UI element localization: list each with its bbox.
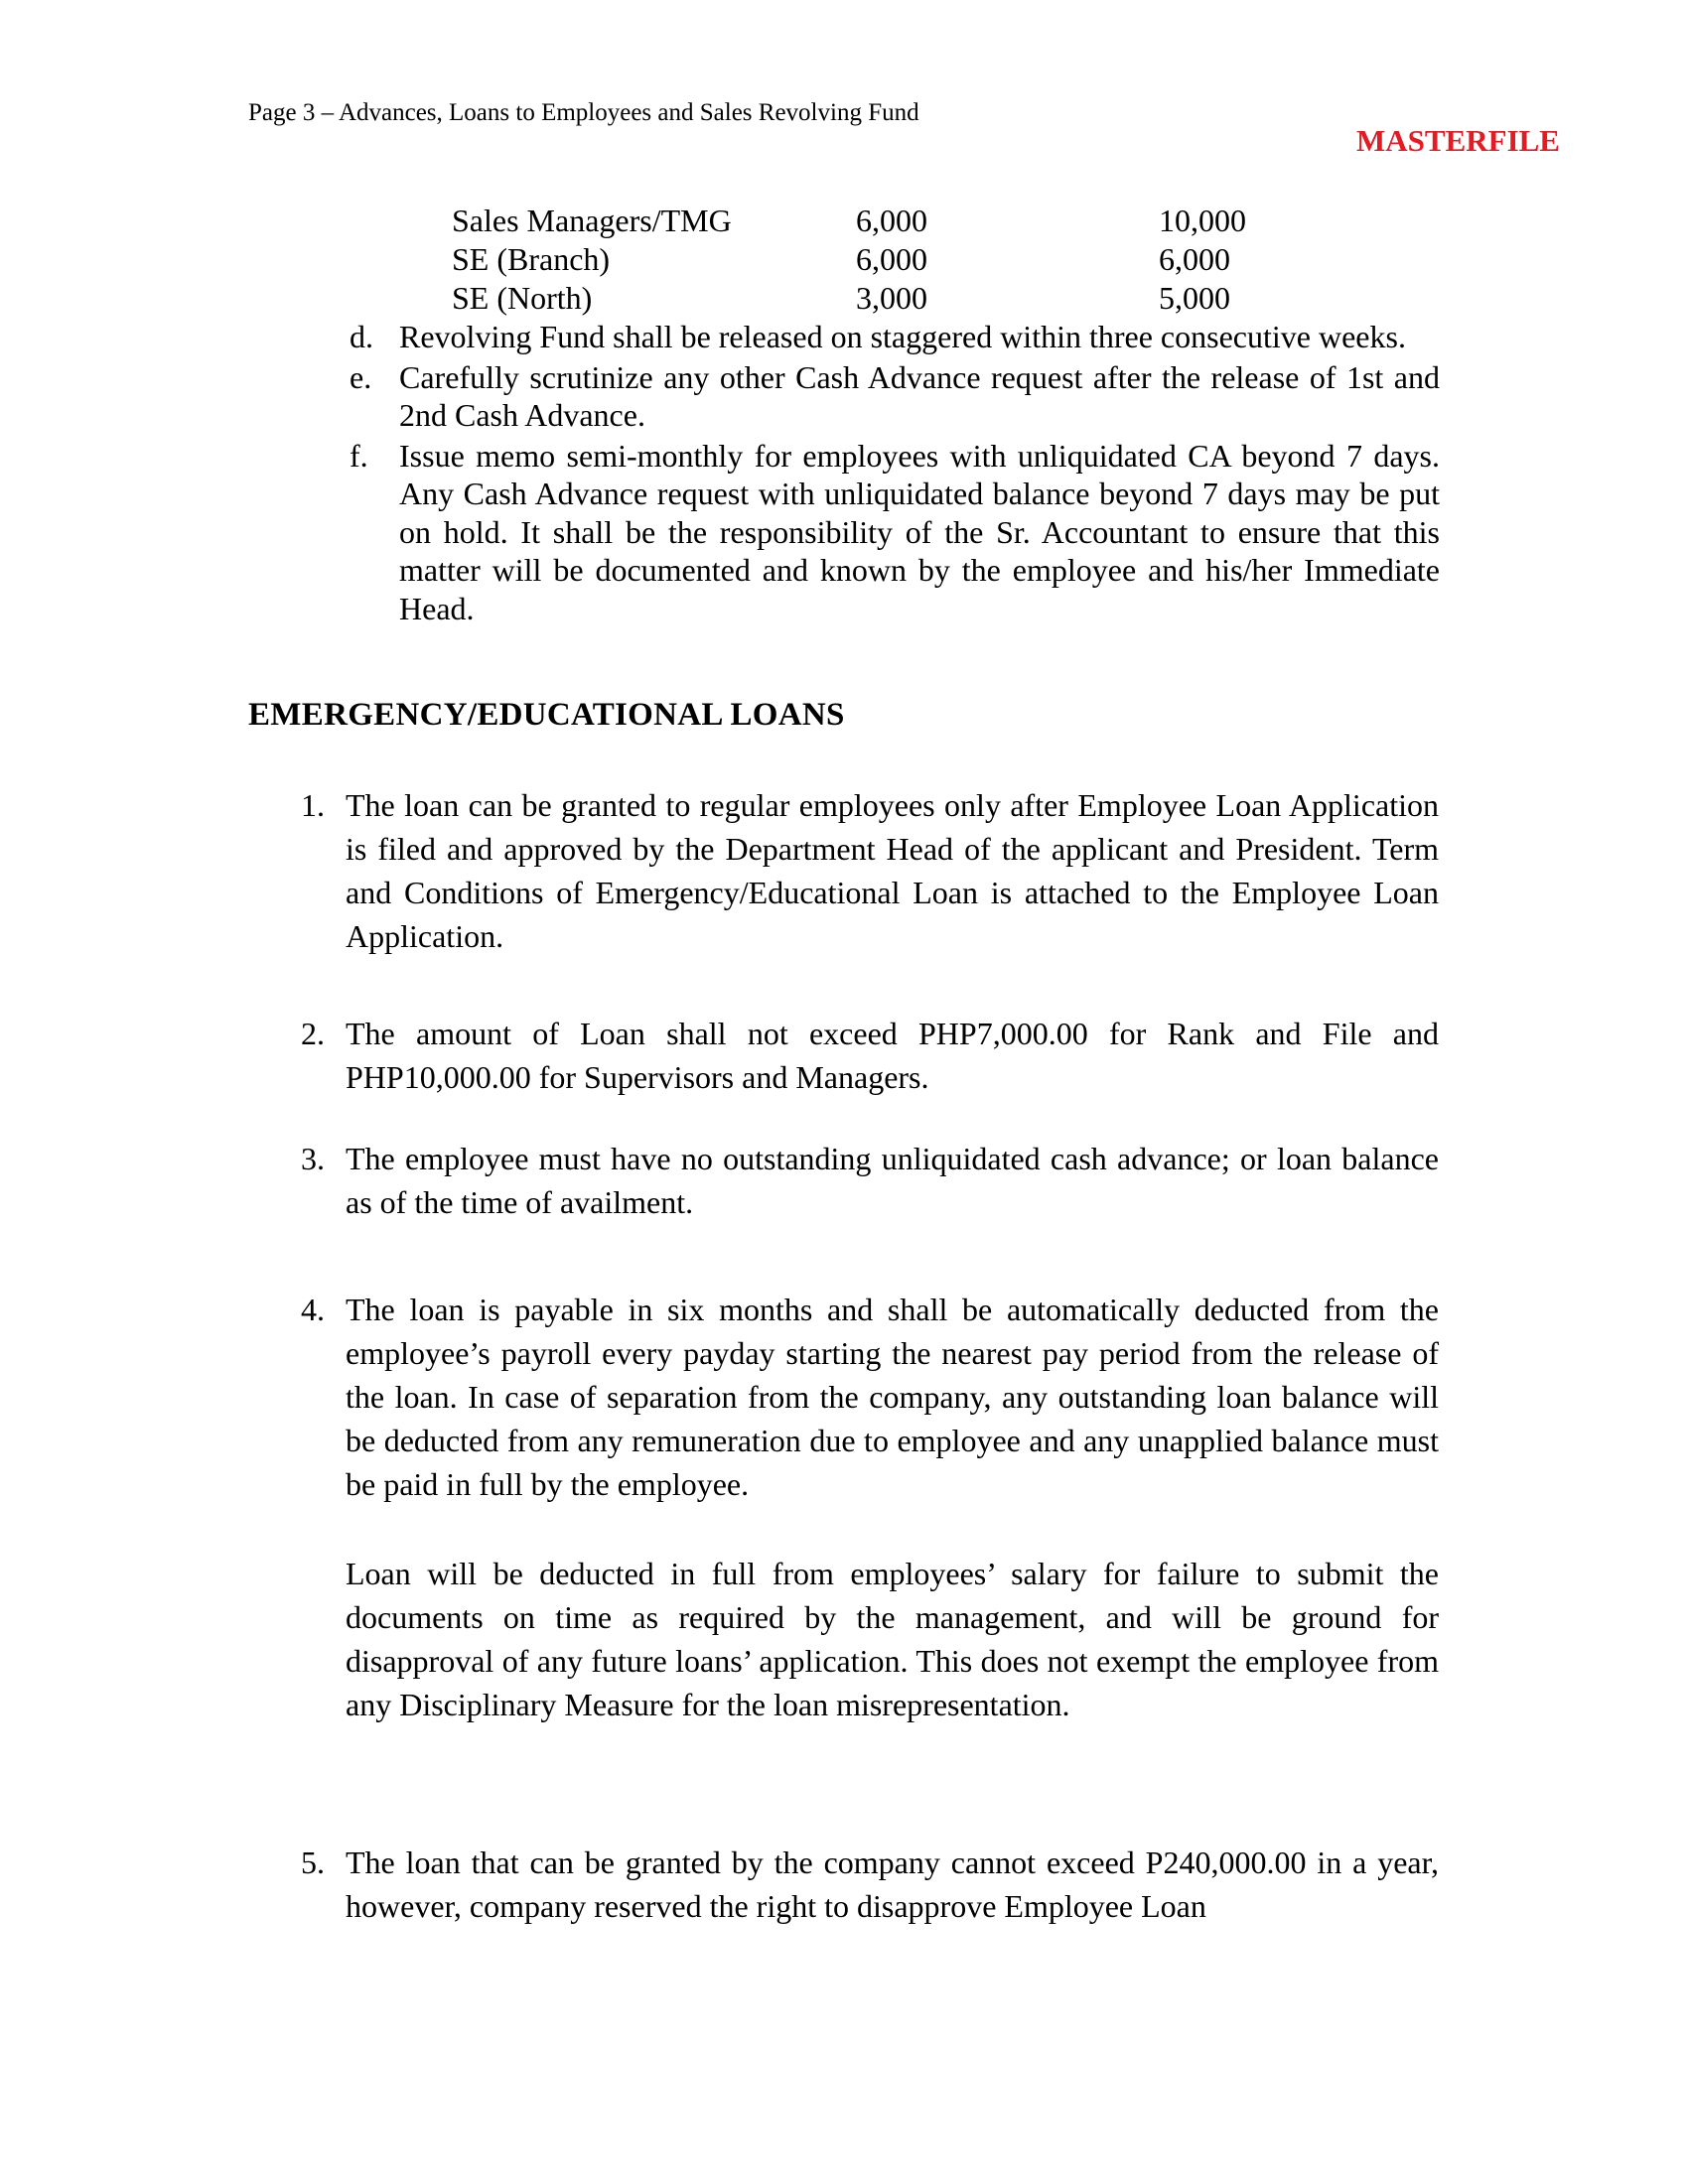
list-item-e xyxy=(350,358,1440,435)
numbered-item-4 xyxy=(301,1288,1439,1506)
row-value-2: 10,000 xyxy=(1159,203,1246,238)
list-item-text: Issue memo semi-monthly for employees with unliquidated CA beyond 7 days. Any Cash Advance request with unliquidated balance beyond 7 days may be put on hold. It shall be the responsibility of the Sr. Accountant to ensure that this matter will be documented and known by the employee and his/her Immediate Head. xyxy=(399,437,1440,626)
list-item-text: The employee must have no outstanding unliquidated cash advance; or loan balance as of the time of availment. xyxy=(346,1141,1439,1220)
numbered-item-2 xyxy=(301,1012,1439,1099)
list-marker: 2. xyxy=(301,1016,325,1051)
list-item-text: The loan is payable in six months and shall be automatically deducted from the employee’s payroll every payday starting the nearest pay period from the release of the loan. In case of separation from the company, any outstanding loan balance will be deducted from any remuneration due to employee and any unapplied balance must be paid in full by the employee. xyxy=(346,1292,1439,1502)
list-marker: 3. xyxy=(301,1141,325,1176)
row-value-2: 6,000 xyxy=(1159,241,1230,277)
masterfile-stamp: MASTERFILE xyxy=(1356,123,1560,158)
list-marker: 5. xyxy=(301,1844,325,1880)
row-label: Sales Managers/TMG xyxy=(452,203,732,238)
letter-list xyxy=(350,318,1440,629)
row-value-1: 6,000 xyxy=(856,241,927,277)
list-item-d xyxy=(350,318,1440,356)
list-item-text: Carefully scrutinize any other Cash Advance request after the release of 1st and 2nd Cash Advance. xyxy=(399,358,1440,433)
row-label: SE (Branch) xyxy=(452,241,611,277)
numbered-item-5 xyxy=(301,1841,1439,1928)
list-marker: e. xyxy=(350,358,372,395)
list-item-text: The loan can be granted to regular employees only after Employee Loan Application is filed and approved by the Department Head of the applicant and President. Term and Conditions of Emergency/Educational Loan is attached to the Employee Loan Application. xyxy=(346,787,1439,954)
list-item-text: Revolving Fund shall be released on staggered within three consecutive weeks. xyxy=(399,319,1406,354)
table-row xyxy=(452,279,1377,318)
list-marker: 4. xyxy=(301,1292,325,1327)
section-heading: EMERGENCY/EDUCATIONAL LOANS xyxy=(248,697,845,733)
table-row xyxy=(452,202,1377,240)
list-item-text: The loan that can be granted by the company cannot exceed P240,000.00 in a year, however, company reserved the right to disapprove Employee Loan xyxy=(346,1844,1439,1924)
numbered-list xyxy=(301,783,1439,1928)
list-item-f xyxy=(350,437,1440,628)
row-value-1: 3,000 xyxy=(856,280,927,316)
row-label: SE (North) xyxy=(452,280,593,316)
page-header: Page 3 – Advances, Loans to Employees and Sales Revolving Fund xyxy=(248,99,919,126)
row-value-2: 5,000 xyxy=(1159,280,1230,316)
list-item-text: Loan will be deducted in full from employees’ salary for failure to submit the documents on time as required by the management, and will be ground for disapproval of any future loans’ application. This does not exempt the employee from any Disciplinary Measure for the loan misrepresentation. xyxy=(346,1556,1439,1722)
table-row xyxy=(452,240,1377,279)
allowance-table xyxy=(452,202,1377,318)
numbered-item-3 xyxy=(301,1137,1439,1224)
list-marker: 1. xyxy=(301,787,325,823)
list-item-text: The amount of Loan shall not exceed PHP7,000.00 for Rank and File and PHP10,000.00 for Supervisors and Managers. xyxy=(346,1016,1439,1095)
continuation-paragraph xyxy=(301,1552,1439,1726)
numbered-item-1 xyxy=(301,783,1439,958)
list-marker: f. xyxy=(350,437,368,474)
list-marker: d. xyxy=(350,319,373,354)
list-marker xyxy=(301,1552,346,1726)
row-value-1: 6,000 xyxy=(856,203,927,238)
